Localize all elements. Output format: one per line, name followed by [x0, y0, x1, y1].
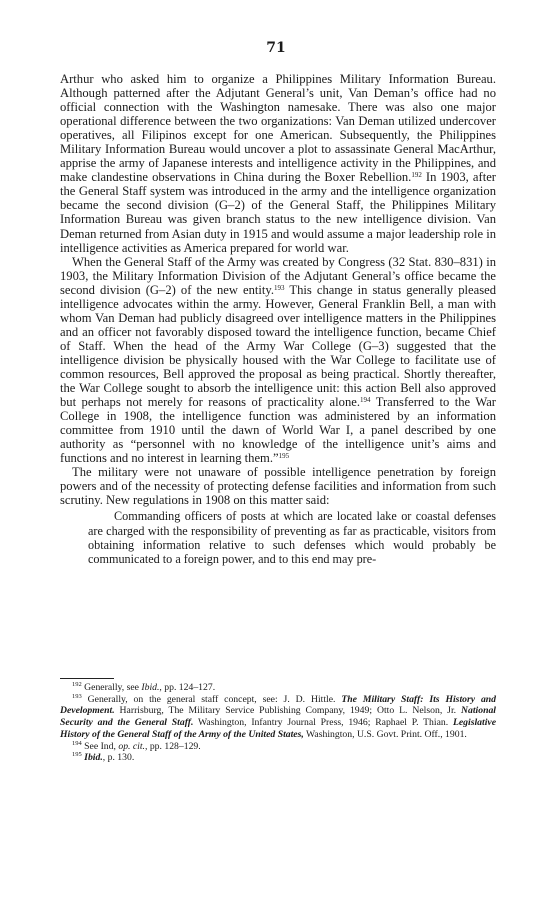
footnote-number: 193	[72, 692, 82, 700]
footnote-number: 194	[72, 739, 82, 747]
footnote-text: Washington, U.S. Govt. Print. Off., 1901.	[303, 728, 467, 740]
paragraph-2	[60, 255, 496, 466]
paragraph-1-text-a: Arthur who asked him to organize a Philippines Military Information Bureau. Although patterned after the Adjutant General’s unit, Van Deman’s office had no official connection with the Washington namesake. There was also one major operational difference between the two organizations: Van Deman utilized undercover operatives, all Filipinos except for one American. Subsequently, the Philippines Military Information Bureau would uncover a plot to assassinate General MacArthur, apprise the army of Japanese interests and intelligence activity in the Philippines, and make clandestine observations in China during the Boxer Rebellion.	[60, 72, 496, 185]
paragraph-1	[60, 72, 496, 255]
footnote-text: Generally, on the general staff concept, see: J. D. Hittle.	[87, 693, 342, 705]
footnote-text: , p. 130.	[102, 752, 135, 764]
footnote-193	[60, 694, 496, 741]
footnote-title: Legislative History of the General Staff of the Army of the United States,	[60, 717, 496, 740]
paragraph-2-text-c: Transferred to the War College in 1908, the intelligence function was administered by an information committee from 1910 until the dawn of World War I, a panel described by one authority as “personnel with no knowledge of the intelligence unit’s aims and functions and no interest in learning them.”	[60, 395, 496, 466]
footnote-text: , pp. 128–129.	[144, 740, 201, 752]
footnote-ibid: Ibid.	[84, 752, 103, 764]
paragraph-2-text-b: This change in status generally pleased intelligence advocates within the army. However, General Franklin Bell, a man with whom Van Deman had publicly disagreed over intelligence matters in the Philippines and an officer not favorably disposed toward the intelligence function, became Chief of Staff. When the head of the Army War College (G–3) suggested that the intelligence division be physically housed with the War College to facilitate use of common resources, Bell approved the proposal as being practical. Shortly thereafter, the War College sought to absorb the intelligence unit: this action Bell also approved but perhaps not merely for reasons of practicality alone.	[60, 282, 496, 410]
footnote-ref-193: 193	[274, 283, 285, 292]
footnote-text: See Ind,	[84, 740, 119, 752]
block-quote: Commanding officers of posts at which are located lake or coastal defenses are charged with the responsibility of preventing as far as practicable, visitors from obtaining information relative to such defenses which would probably be communicated to a foreign power, and to this end may pre-	[88, 509, 496, 567]
paragraph-3: The military were not unaware of possible intelligence penetration by foreign powers and of the necessity of protecting defense facilities and information from such scrutiny. New regulations in 1908 on this matter said:	[60, 465, 496, 508]
footnote-text: , pp. 124–127.	[159, 682, 216, 693]
footnote-ibid: Ibid.	[141, 682, 160, 693]
page-number: 71	[266, 40, 286, 56]
footnote-title: The Military Staff: Its History and Development.	[60, 693, 497, 717]
paragraph-1-text-b: In 1903, after the General Staff system was introduced in the army and the intelligence organization became the second division (G–2) of the General Staff, the Philippines Military Information Bureau was given branch status to the new intelligence division. Van Deman returned from Asian duty in 1915 and would assume a major leadership role in intelligence activities as America prepared for world war.	[60, 170, 496, 255]
footnote-194	[60, 741, 496, 753]
footnote-ref-194: 194	[359, 396, 371, 405]
body-text	[60, 72, 496, 566]
footnote-ref-192: 192	[411, 171, 422, 180]
footnote-ref-195: 195	[278, 452, 290, 461]
footnote-number: 192	[72, 681, 82, 688]
footnote-195	[60, 752, 496, 764]
footnote-number: 195	[72, 751, 82, 759]
footnote-divider	[60, 678, 114, 679]
footnote-text: Washington, Infantry Journal Press, 1946; Raphael P. Thian.	[193, 717, 453, 729]
footnote-title: National Security and the General Staff.	[60, 705, 496, 729]
footnote-text: Generally, see	[84, 682, 142, 693]
footnote-192	[60, 682, 496, 694]
paragraph-2-text-a: When the General Staff of the Army was created by Congress (32 Stat. 830–831) in 1903, the Military Information Division of the Adjutant General’s office became the second division (G–2) of the new entity.	[60, 254, 496, 297]
footnote-opcit: op. cit.	[118, 740, 145, 752]
footnotes	[60, 682, 496, 764]
footnote-text: Harrisburg, The Military Service Publishing Company, 1949; Otto L. Nelson, Jr.	[114, 705, 461, 717]
